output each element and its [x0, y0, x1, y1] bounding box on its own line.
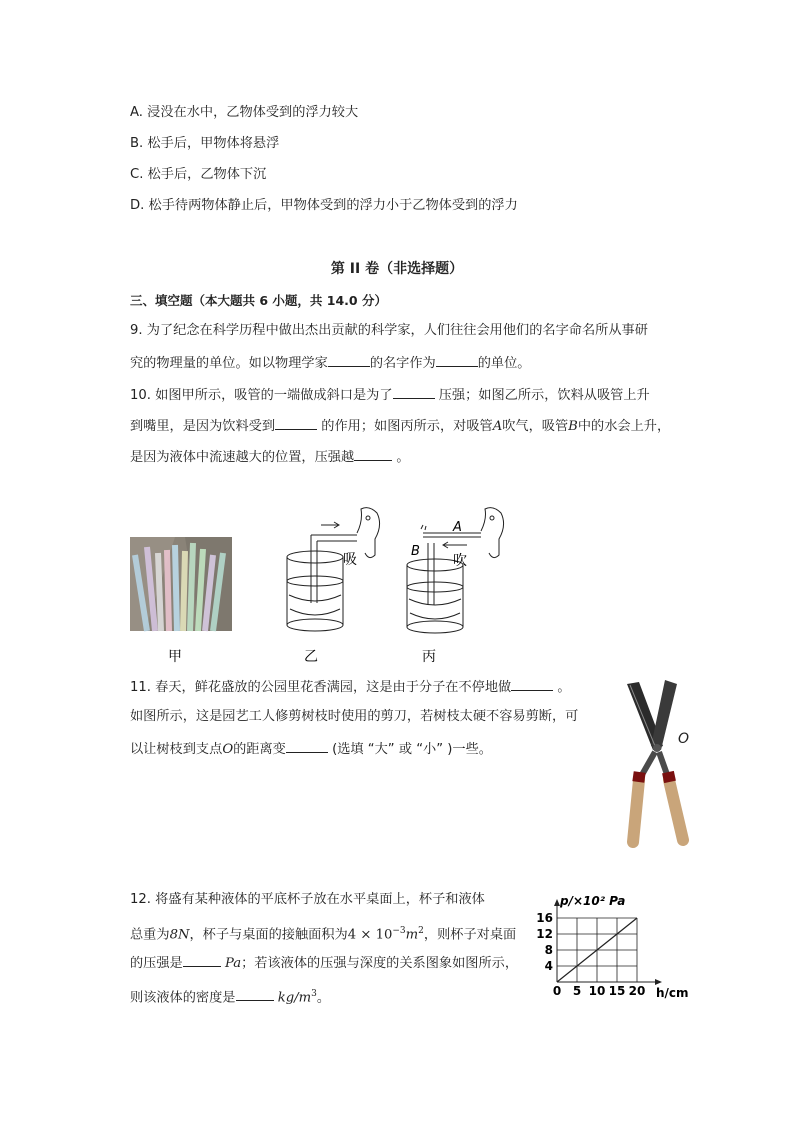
- figure-yi: [287, 508, 380, 631]
- q10-figures: [125, 495, 515, 670]
- q10-text-3b: 。: [392, 450, 410, 465]
- q12-unit-density-exp: 3: [311, 989, 317, 999]
- q9-blank-1[interactable]: [328, 352, 370, 367]
- q9-line2: [130, 352, 531, 374]
- q11-line2: 如图所示，这是园艺工人修剪树枝时使用的剪刀，若树枝太硬不容易剪断，可: [130, 709, 579, 724]
- q10-blank-1[interactable]: [393, 384, 435, 399]
- q9-blank-2[interactable]: [436, 352, 478, 367]
- label-bing: 丙: [422, 649, 436, 665]
- x-axis-arrow: [655, 979, 662, 985]
- var-o: O: [222, 742, 234, 757]
- option-b: B. 松手后，甲物体将悬浮: [130, 136, 280, 151]
- q12-line3: [130, 952, 518, 974]
- label-yi: 乙: [304, 649, 318, 665]
- q12-blank-2[interactable]: [236, 986, 274, 1001]
- q11-blank-2[interactable]: [286, 738, 328, 753]
- x-tick-label: 20: [628, 984, 646, 998]
- q11-line1: [130, 676, 571, 698]
- straws-photo: [130, 537, 232, 631]
- label-xi: 吸: [343, 552, 357, 568]
- q11-blank-1[interactable]: [511, 676, 553, 691]
- x-tick-label: 10: [588, 984, 606, 998]
- label-chui: 吹: [453, 553, 467, 569]
- q11-text-3c: (选填 “大” 或 “小” )一些。: [327, 742, 492, 757]
- q12-area-unit: m: [405, 927, 419, 943]
- var-a: A: [492, 419, 503, 434]
- var-b: B: [568, 419, 578, 434]
- chart-xlabel: h/cm: [656, 986, 689, 1000]
- q11-text-1b: 。: [553, 680, 571, 695]
- q9-text-b: 的名字作为: [369, 356, 436, 371]
- option-d: D. 松手待两物体静止后，甲物体受到的浮力小于乙物体受到的浮力: [130, 198, 518, 213]
- q10-text-2a: 到嘴里，是因为饮料受到: [130, 419, 276, 434]
- label-a: A: [453, 520, 462, 535]
- q12-unit-density: kg/m: [277, 990, 312, 1006]
- q12-text-3b: ；若该液体的压强与深度的关系图象如图所示，: [241, 956, 519, 971]
- y-tick-label: 4: [544, 959, 553, 973]
- q10-text-3a: 是因为液体中流速越大的位置，压强越: [130, 450, 355, 465]
- q11-text-1a: 11. 春天，鲜花盛放的公园里花香满园，这是由于分子在不停地做: [130, 680, 512, 695]
- q12-unit-pa: Pa: [224, 956, 242, 971]
- q10-text-2d: 中的水会上升，: [577, 419, 671, 434]
- pressure-depth-chart: [530, 885, 700, 1005]
- q12-text-2b: ，杯子与桌面的接触面积为: [189, 927, 348, 943]
- label-o: O: [678, 731, 690, 747]
- q12-weight: 8N: [169, 927, 190, 943]
- q12-area: 4 × 10: [347, 927, 393, 943]
- x-tick-label: 0: [552, 984, 562, 998]
- q12-text-2c: ，则杯子对桌面: [423, 927, 517, 943]
- option-c: C. 松手后，乙物体下沉: [130, 167, 267, 182]
- q10-text-2c: 吹气，吸管: [502, 419, 569, 434]
- part-title: 第 II 卷（非选择题）: [330, 261, 464, 277]
- q12-text-4b: 。: [316, 990, 331, 1006]
- x-tick-label: 5: [572, 984, 582, 998]
- x-tick-label: 15: [608, 984, 626, 998]
- q12-line4: [130, 984, 330, 1008]
- q10-line3: [130, 446, 410, 468]
- q9-text-a: 究的物理量的单位。如以物理学家: [130, 356, 328, 371]
- chart-ylabel: p/×10² Pa: [560, 894, 626, 908]
- q12-line2: [130, 921, 516, 945]
- label-jia: 甲: [168, 649, 182, 665]
- option-a: A. 浸没在水中，乙物体受到的浮力较大: [130, 105, 359, 120]
- q11-line3: [130, 738, 492, 760]
- q10-text-1a: 10. 如图甲所示，吸管的一端做成斜口是为了: [130, 388, 393, 403]
- q10-text-2b: 的作用；如图丙所示，对吸管: [317, 419, 493, 434]
- q9-text-c: 的单位。: [477, 356, 531, 371]
- y-tick-label: 16: [536, 911, 553, 925]
- q12-text-4a: 则该液体的密度是: [130, 990, 236, 1006]
- q12-area-unit-exp: 2: [418, 926, 424, 936]
- q10-blank-2[interactable]: [275, 415, 317, 430]
- q12-text-3a: 的压强是: [130, 956, 183, 971]
- q10-blank-3[interactable]: [354, 446, 392, 461]
- q9-line1: 9. 为了纪念在科学历程中做出杰出贡献的科学家，人们往往会用他们的名字命名所从事研: [130, 323, 648, 338]
- y-tick-label: 12: [536, 927, 553, 941]
- q12-line1: 12. 将盛有某种液体的平底杯子放在水平桌面上，杯子和液体: [130, 892, 485, 907]
- q11-text-3a: 以让树枝到支点: [130, 742, 223, 757]
- q12-area-exp: −3: [392, 926, 406, 936]
- q12-text-2a: 总重为: [130, 927, 170, 943]
- q10-text-1b: 压强；如图乙所示，饮料从吸管上升: [434, 388, 650, 403]
- label-b: B: [411, 544, 420, 559]
- y-tick-label: 8: [544, 943, 553, 957]
- section-title: 三、填空题（本大题共 6 小题，共 14.0 分）: [130, 293, 387, 308]
- q10-line2: [130, 415, 670, 437]
- q11-text-3b: 的距离变: [233, 742, 286, 757]
- q12-blank-1[interactable]: [183, 952, 221, 967]
- shears-figure: [605, 676, 715, 856]
- q10-line1: [130, 384, 650, 406]
